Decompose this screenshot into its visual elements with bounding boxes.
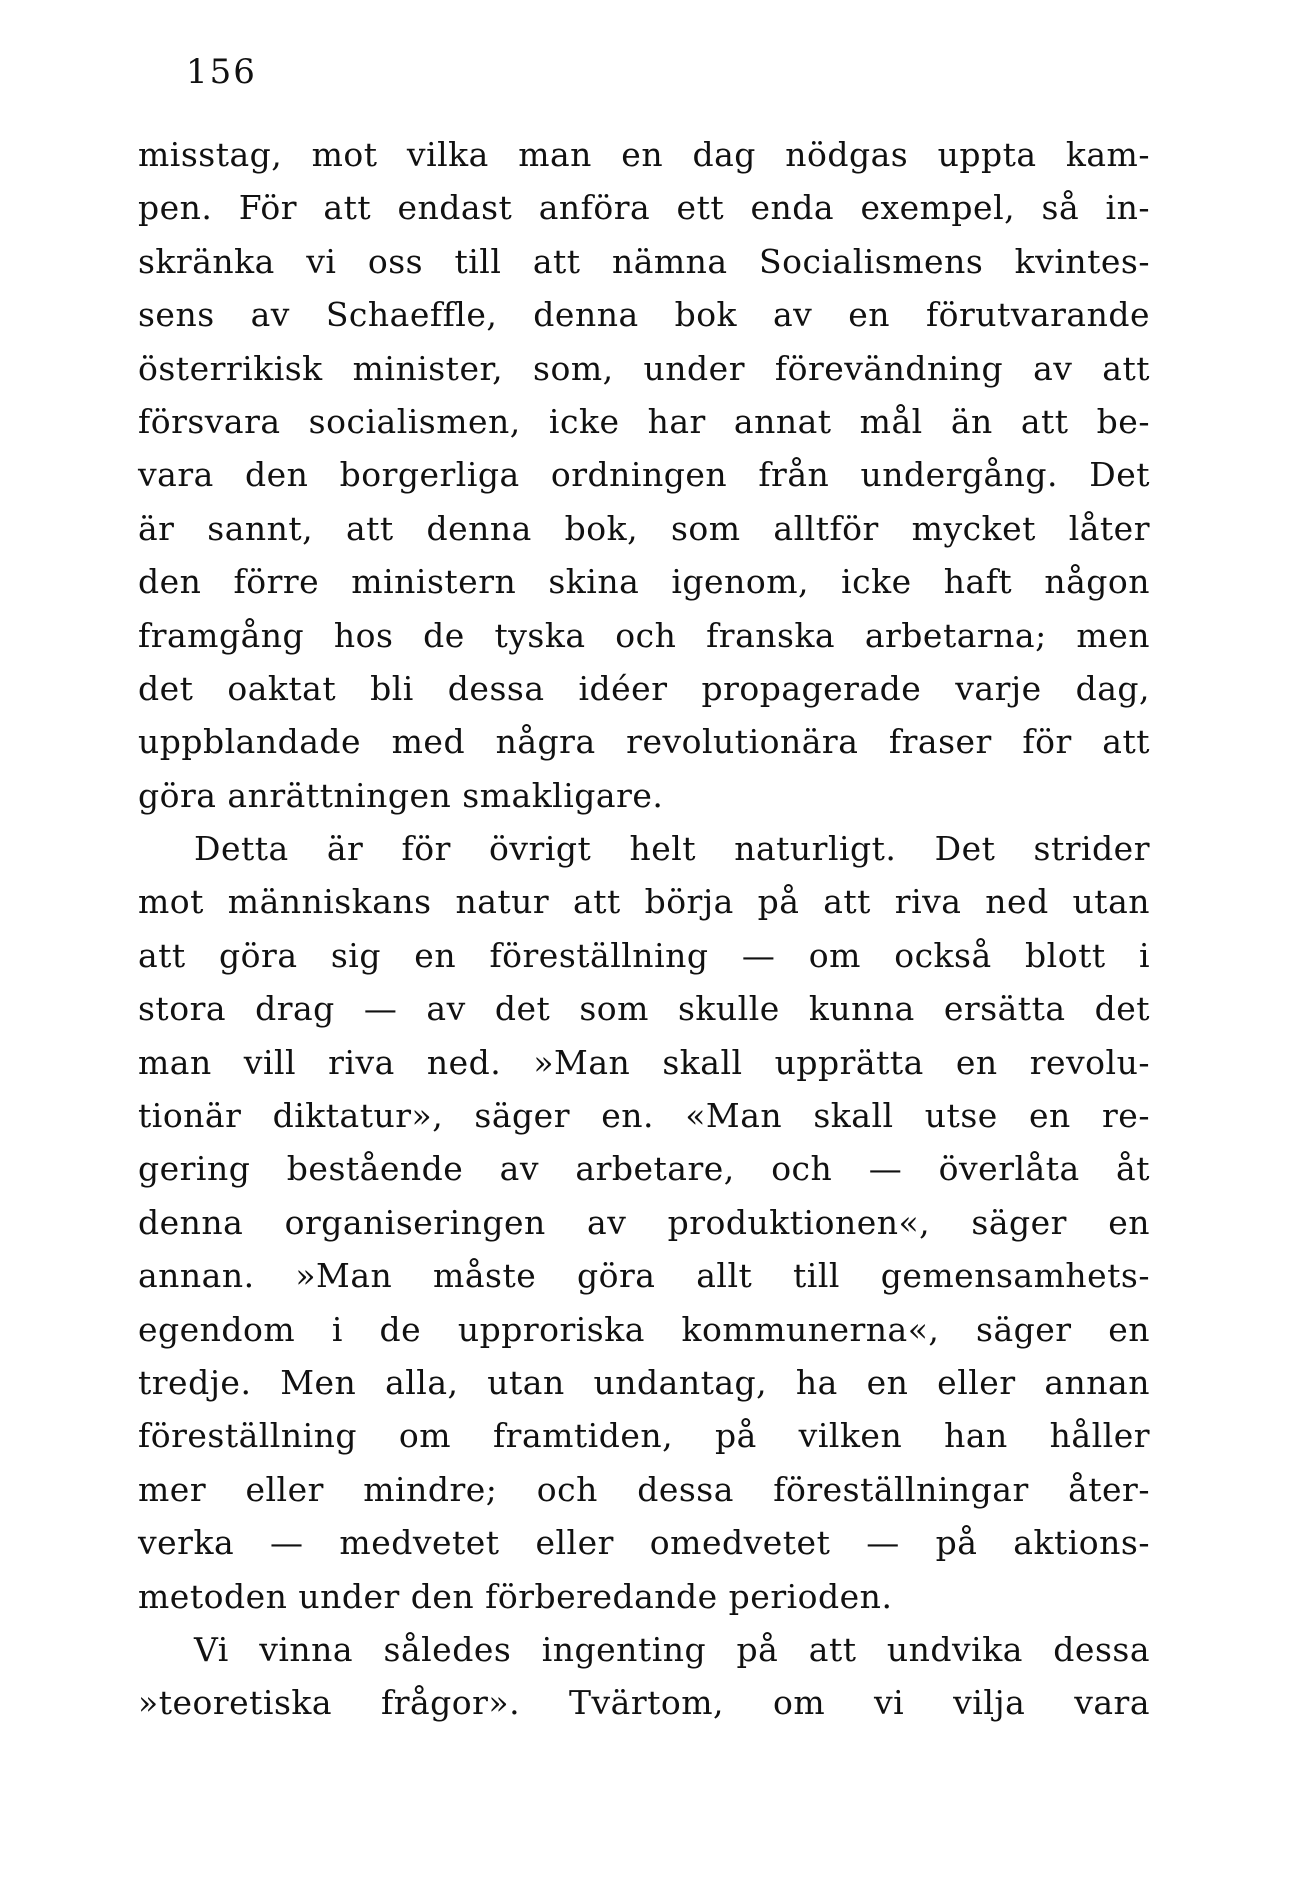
body-text — [138, 128, 1150, 1730]
text-line: skränka vi oss till att nämna Socialismens kvintes- — [138, 241, 1150, 281]
text-line: tionär diktatur», säger en. «Man skall utse en re- — [138, 1096, 1150, 1136]
text-line: uppblandade med några revolutionära fraser för att — [138, 722, 1150, 762]
paragraph-3 — [138, 1623, 1150, 1730]
text-line: österrikisk minister, som, under förevändning av att — [138, 348, 1150, 388]
text-line: sens av Schaeffle, denna bok av en förutvarande — [138, 295, 1150, 335]
text-line: vara den borgerliga ordningen från undergång. Det — [138, 455, 1150, 495]
text-line: att göra sig en föreställning — om också blott i — [138, 935, 1150, 975]
text-line: metoden under den förberedande perioden. — [138, 1576, 893, 1616]
text-line: Vi vinna således ingenting på att undvika dessa — [194, 1629, 1150, 1669]
text-line: försvara socialismen, icke har annat mål än att be- — [138, 401, 1150, 441]
text-line: den förre ministern skina igenom, icke haft någon — [138, 562, 1150, 602]
text-line: annan. »Man måste göra allt till gemensamhets- — [138, 1256, 1150, 1296]
text-line: tredje. Men alla, utan undantag, ha en eller annan — [138, 1362, 1150, 1402]
text-line: verka — medvetet eller omedvetet — på aktions- — [138, 1523, 1150, 1563]
text-line: mot människans natur att börja på att riva ned utan — [138, 882, 1150, 922]
page-number: 156 — [186, 52, 257, 92]
text-line: Detta är för övrigt helt naturligt. Det strider — [194, 829, 1150, 869]
text-line: är sannt, att denna bok, som alltför mycket låter — [138, 508, 1150, 548]
text-line: »teoretiska frågor». Tvärtom, om vi vilja vara — [138, 1683, 1150, 1723]
text-line: det oaktat bli dessa idéer propagerade varje dag, — [138, 668, 1150, 708]
text-line: misstag, mot vilka man en dag nödgas uppta kam- — [138, 135, 1150, 174]
paragraph-2 — [138, 822, 1150, 1623]
text-line: föreställning om framtiden, på vilken han håller — [138, 1416, 1150, 1456]
text-line: denna organiseringen av produktionen«, säger en — [138, 1202, 1150, 1242]
text-line: framgång hos de tyska och franska arbetarna; men — [138, 615, 1150, 655]
text-line: mer eller mindre; och dessa föreställningar åter- — [138, 1469, 1150, 1509]
text-line: göra anrättningen smakligare. — [138, 775, 664, 815]
text-line: pen. För att endast anföra ett enda exempel, så in- — [138, 188, 1150, 228]
paragraph-1 — [138, 128, 1150, 822]
text-line: man vill riva ned. »Man skall upprätta en revolu- — [138, 1042, 1150, 1082]
text-line: stora drag — av det som skulle kunna ersätta det — [138, 989, 1150, 1029]
text-line: egendom i de upproriska kommunerna«, säger en — [138, 1309, 1150, 1349]
text-line: gering bestående av arbetare, och — överlåta åt — [138, 1149, 1150, 1189]
